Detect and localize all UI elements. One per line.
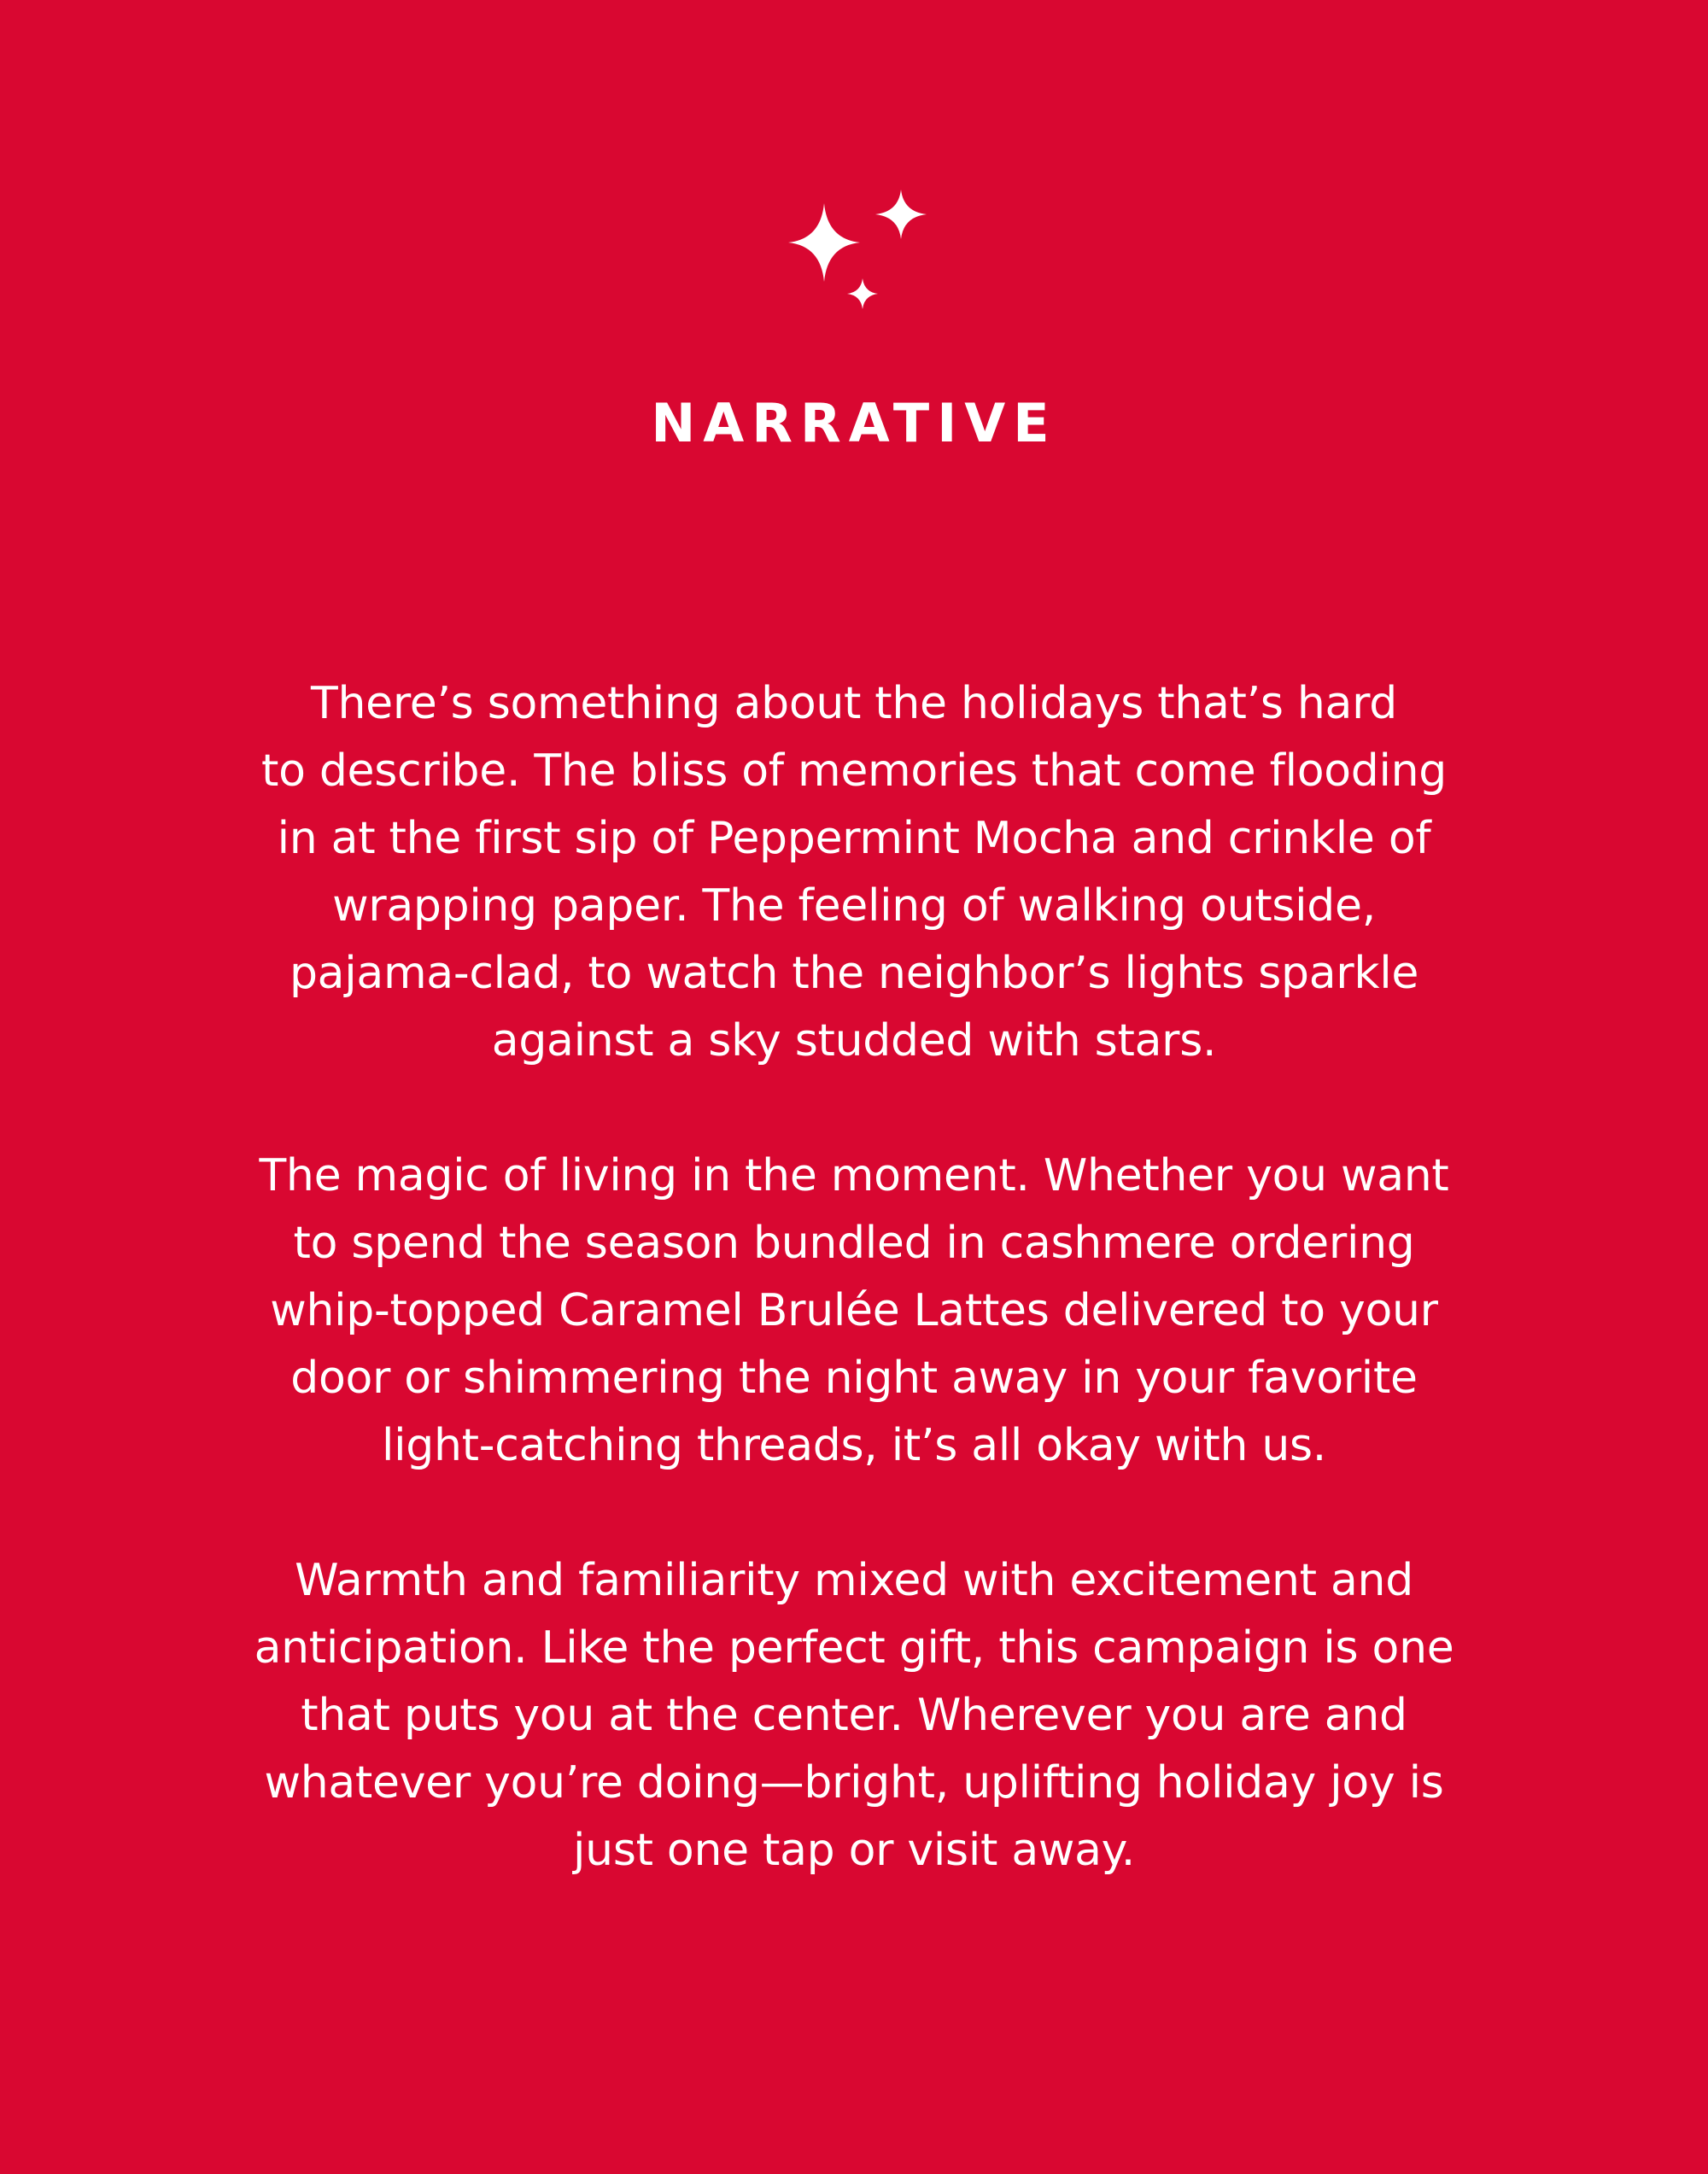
text-line: door or shimmering the night away in your favorite [290, 1353, 1418, 1404]
text-line: that puts you at the center. Wherever you are and [301, 1690, 1407, 1741]
text-line: whip-topped Caramel Brulée Lattes delivered to your [270, 1285, 1438, 1336]
section-heading: NARRATIVE [651, 392, 1057, 454]
text-line: whatever you’re doing—bright, uplifting holiday joy is [264, 1757, 1444, 1809]
text-line: anticipation. Like the perfect gift, this campaign is one [254, 1622, 1454, 1674]
text-line: Warmth and familiarity mixed with excitement and [295, 1555, 1413, 1606]
text-line: There’s something about the holidays that’s hard [311, 678, 1397, 729]
text-line: to describe. The bliss of memories that come flooding [261, 745, 1447, 797]
text-line: to spend the season bundled in cashmere ordering [293, 1218, 1415, 1269]
text-line: just one tap or visit away. [573, 1825, 1135, 1876]
text-line: in at the first sip of Peppermint Mocha and crinkle of [277, 813, 1431, 864]
paragraph-3 [171, 1547, 1537, 1885]
narrative-body [171, 670, 1537, 1885]
text-line: wrapping paper. The feeling of walking outside, [332, 880, 1376, 932]
text-line: light-catching threads, it’s all okay with us. [381, 1420, 1327, 1471]
paragraph-1 [171, 670, 1537, 1075]
text-line: pajama-clad, to watch the neighbor’s lights sparkle [289, 948, 1419, 999]
text-line: The magic of living in the moment. Whether you want [259, 1150, 1449, 1201]
sparkles-icon [781, 186, 935, 314]
paragraph-2 [171, 1143, 1537, 1480]
text-line: against a sky studded with stars. [491, 1015, 1217, 1067]
